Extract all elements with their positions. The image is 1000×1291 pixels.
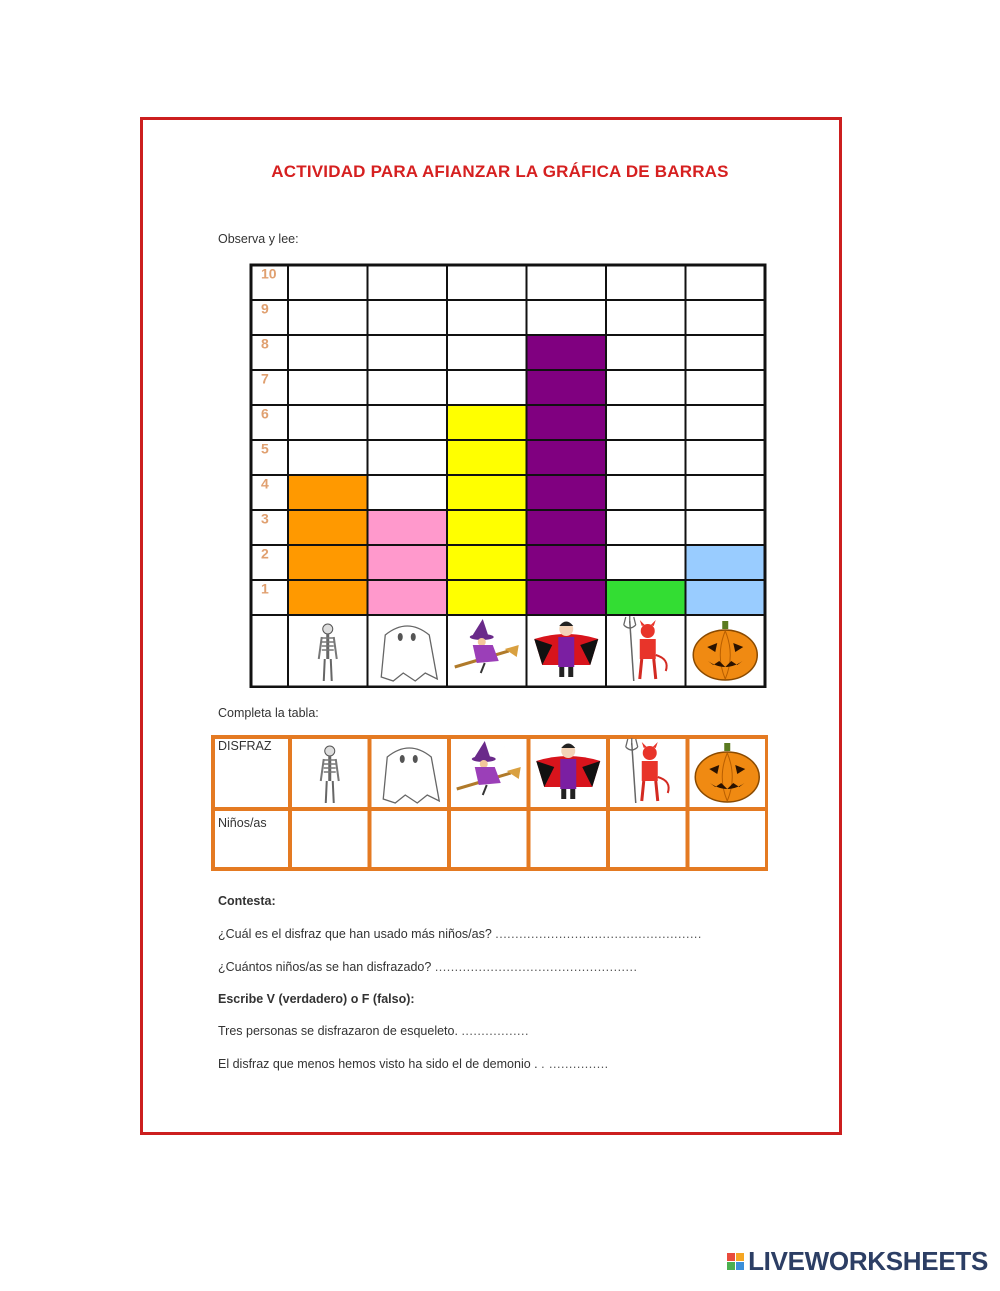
y-tick-label: 6 (261, 405, 269, 422)
bar (606, 580, 686, 615)
statement-2-answer[interactable]: . ............... (541, 1057, 609, 1071)
answer-cell[interactable] (612, 813, 684, 865)
liveworksheets-logo-icon (727, 1253, 744, 1270)
y-tick-label: 5 (261, 440, 269, 457)
question-2 (218, 960, 637, 974)
ghost-icon (381, 626, 437, 681)
complete-label: Completa la tabla: (218, 706, 319, 720)
statement-1 (218, 1024, 529, 1038)
answer-cell[interactable] (294, 813, 366, 865)
table-row2-label: Niños/as (218, 816, 267, 830)
statement-1-text: Tres personas se disfrazaron de esqueleto. (218, 1024, 458, 1038)
question-2-text: ¿Cuántos niños/as se han disfrazado? (218, 960, 432, 974)
y-tick-label: 2 (261, 545, 269, 562)
logo-square (727, 1253, 735, 1261)
costume-table (210, 734, 768, 874)
answer-cell[interactable] (692, 813, 764, 865)
y-tick-label: 1 (261, 580, 269, 597)
y-tick-label: 4 (261, 475, 269, 492)
observe-label: Observa y lee: (218, 232, 299, 246)
witch-icon (455, 619, 519, 673)
statement-2-text: El disfraz que menos hemos visto ha sido el de demonio . (218, 1057, 538, 1071)
footer-brand (727, 1246, 988, 1277)
pumpkin-icon (693, 621, 757, 680)
y-tick-label: 8 (261, 335, 269, 352)
page-title: ACTIVIDAD PARA AFIANZAR LA GRÁFICA DE BARRAS (271, 162, 729, 181)
y-tick-label: 10 (261, 265, 277, 282)
y-tick-label: 3 (261, 510, 269, 527)
answer-cell[interactable] (374, 813, 446, 865)
witch-icon (457, 741, 521, 795)
logo-square (736, 1253, 744, 1261)
bar (368, 510, 448, 615)
question-1 (218, 927, 702, 941)
question-1-text: ¿Cuál es el disfraz que han usado más niños/as? (218, 927, 492, 941)
logo-square (736, 1262, 744, 1270)
y-tick-label: 7 (261, 370, 269, 387)
vampire-icon (534, 622, 598, 678)
skeleton-icon (319, 624, 337, 681)
bar-chart (248, 262, 770, 688)
statement-1-answer[interactable]: ................. (461, 1024, 529, 1038)
pumpkin-icon (695, 743, 759, 802)
logo-square (727, 1262, 735, 1270)
answer-cell[interactable] (453, 813, 525, 865)
footer-brand-text: LIVEWORKSHEETS (748, 1246, 988, 1276)
statement-2 (218, 1057, 609, 1071)
devil-icon (624, 616, 667, 681)
answer-cell[interactable] (533, 813, 605, 865)
ghost-icon (383, 748, 439, 803)
skeleton-icon (321, 746, 339, 803)
vampire-icon (536, 744, 600, 800)
answer-label: Contesta: (218, 894, 276, 908)
question-1-answer[interactable]: .................................................... (495, 927, 702, 941)
vf-label: Escribe V (verdadero) o F (falso): (218, 992, 415, 1006)
question-2-answer[interactable]: ................................................... (434, 960, 638, 974)
y-tick-label: 9 (261, 300, 269, 317)
table-row1-label: DISFRAZ (218, 739, 272, 753)
devil-icon (626, 738, 669, 803)
